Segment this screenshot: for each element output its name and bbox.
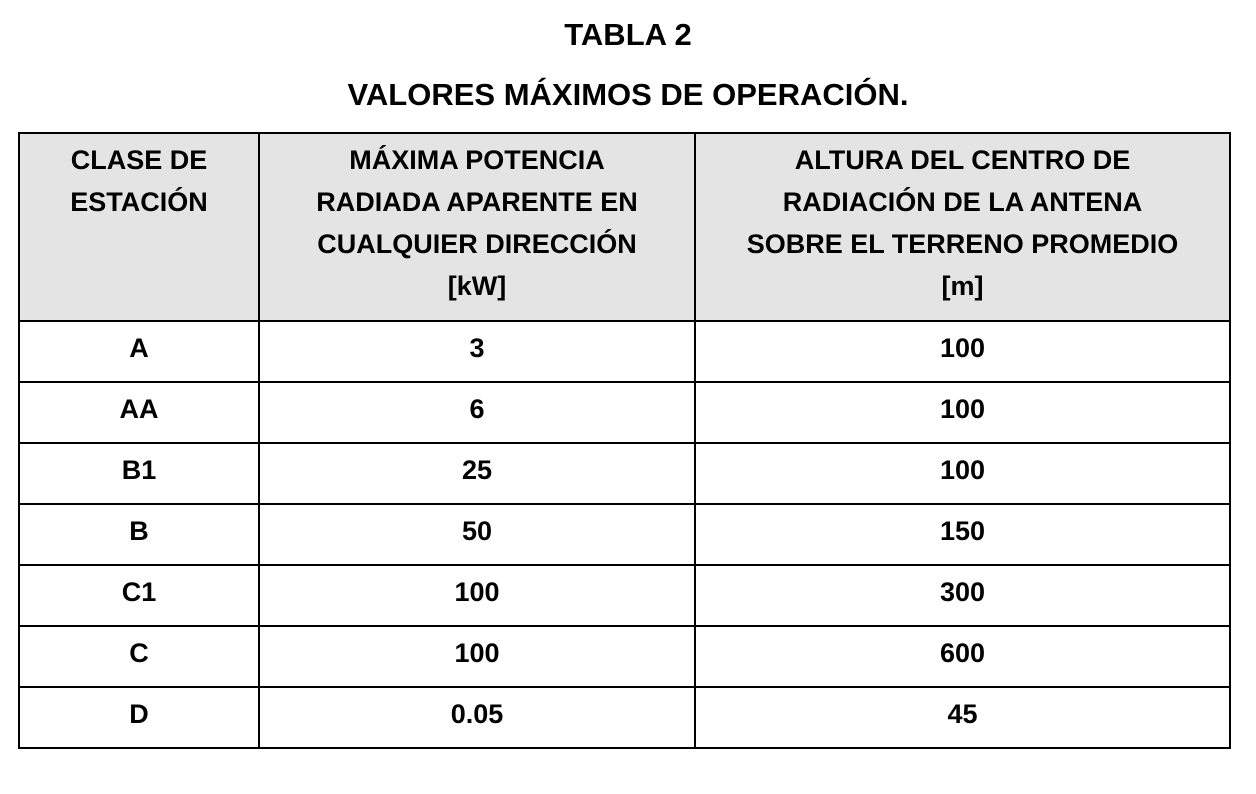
header-line: SOBRE EL TERRENO PROMEDIO — [746, 229, 1179, 259]
header-line: [m] — [941, 271, 984, 301]
cell-max-erp: 100 — [259, 565, 695, 626]
table-row — [19, 321, 1230, 382]
cell-station-class: B1 — [19, 443, 259, 504]
header-line: RADIADA APARENTE EN — [316, 187, 638, 217]
table-row — [19, 504, 1230, 565]
header-station-class — [19, 133, 259, 321]
header-line: ESTACIÓN — [70, 187, 208, 217]
header-antenna-height — [695, 133, 1230, 321]
operation-values-table — [18, 132, 1231, 749]
header-line: CUALQUIER DIRECCIÓN — [317, 229, 637, 259]
cell-max-erp: 100 — [259, 626, 695, 687]
cell-antenna-height: 45 — [695, 687, 1230, 748]
cell-station-class: D — [19, 687, 259, 748]
cell-station-class: B — [19, 504, 259, 565]
cell-antenna-height: 100 — [695, 321, 1230, 382]
header-row — [19, 133, 1230, 321]
cell-antenna-height: 300 — [695, 565, 1230, 626]
cell-max-erp: 3 — [259, 321, 695, 382]
cell-station-class: C1 — [19, 565, 259, 626]
cell-max-erp: 0.05 — [259, 687, 695, 748]
header-line: ALTURA DEL CENTRO DE — [794, 145, 1131, 175]
header-line: MÁXIMA POTENCIA — [349, 145, 605, 175]
table-row — [19, 565, 1230, 626]
header-max-erp — [259, 133, 695, 321]
table-row — [19, 687, 1230, 748]
cell-max-erp: 6 — [259, 382, 695, 443]
table-row — [19, 626, 1230, 687]
cell-antenna-height: 150 — [695, 504, 1230, 565]
cell-max-erp: 50 — [259, 504, 695, 565]
table-subtitle: VALORES MÁXIMOS DE OPERACIÓN. — [347, 77, 909, 112]
cell-max-erp: 25 — [259, 443, 695, 504]
cell-antenna-height: 100 — [695, 443, 1230, 504]
header-line: [kW] — [447, 271, 507, 301]
cell-station-class: C — [19, 626, 259, 687]
table-title: TABLA 2 — [564, 17, 692, 52]
cell-antenna-height: 600 — [695, 626, 1230, 687]
cell-station-class: A — [19, 321, 259, 382]
table-row — [19, 382, 1230, 443]
header-line: CLASE DE — [70, 145, 208, 175]
table-row — [19, 443, 1230, 504]
cell-antenna-height: 100 — [695, 382, 1230, 443]
cell-station-class: AA — [19, 382, 259, 443]
header-line: RADIACIÓN DE LA ANTENA — [782, 187, 1143, 217]
